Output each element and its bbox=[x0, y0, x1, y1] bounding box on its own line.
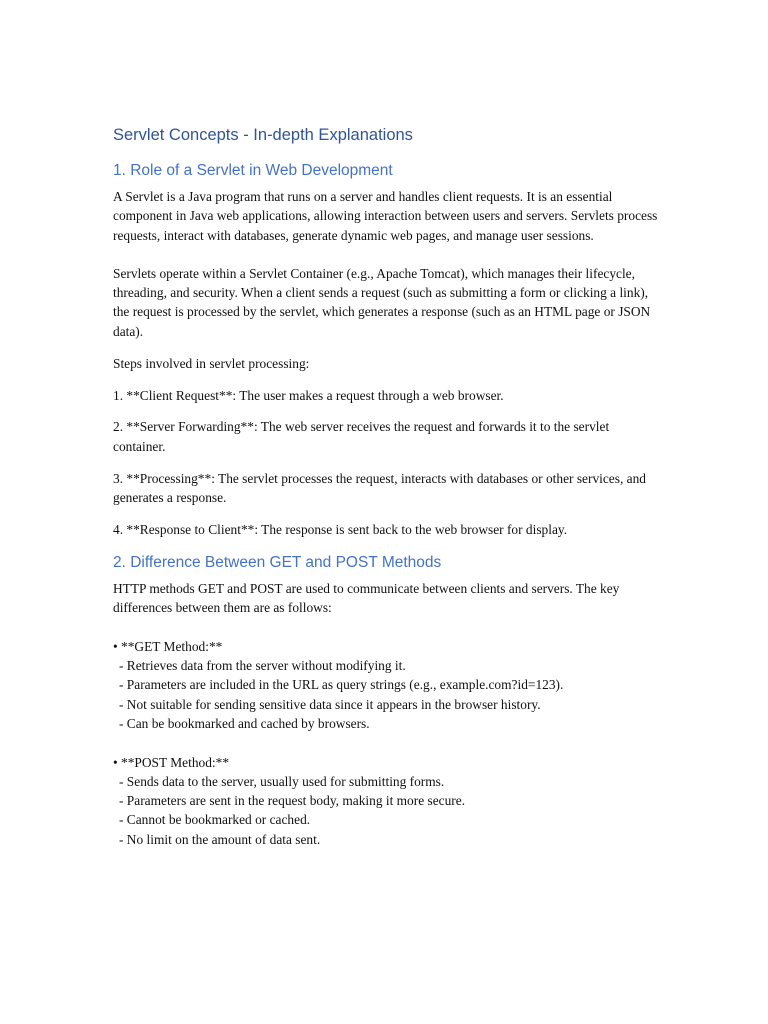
step-client-request: 1. **Client Request**: The user makes a request through a web browser. bbox=[113, 387, 504, 403]
bullet-label-post: • **POST Method:** bbox=[113, 754, 230, 770]
bullet-label-get: • **GET Method:** bbox=[113, 638, 223, 654]
list-item: - Parameters are included in the URL as query strings (e.g., example.com?id=123). bbox=[119, 677, 564, 693]
list-item: - Cannot be bookmarked or cached. bbox=[119, 812, 311, 828]
paragraph-servlet-container: Servlets operate within a Servlet Container (e.g., Apache Tomcat), which manages their lifecycle, threading, and security. When a client sends a request (such as submitting a form or clicking a link), the request is processed by the servlet, which generates a response (such as an HTML page or JSON data). bbox=[113, 265, 651, 339]
list-item: - Not suitable for sending sensitive data since it appears in the browser history. bbox=[119, 696, 541, 712]
step-response-to-client: 4. **Response to Client**: The response is sent back to the web browser for display. bbox=[113, 521, 568, 537]
list-item: - Parameters are sent in the request body, making it more secure. bbox=[119, 793, 466, 809]
step-processing: 3. **Processing**: The servlet processes the request, interacts with databases or other services, and generates a response. bbox=[113, 470, 646, 505]
bullet-post-method bbox=[113, 753, 658, 849]
list-item: - Sends data to the server, usually used for submitting forms. bbox=[119, 773, 445, 789]
list-item: - No limit on the amount of data sent. bbox=[119, 831, 321, 847]
step-server-forwarding: 2. **Server Forwarding**: The web server receives the request and forwards it to the servlet container. bbox=[113, 419, 610, 454]
bullet-get-method bbox=[113, 637, 658, 733]
paragraph-steps-intro: Steps involved in servlet processing: bbox=[113, 355, 310, 371]
section-heading-get-post: 2. Difference Between GET and POST Methods bbox=[113, 554, 442, 572]
section-heading-servlet-role: 1. Role of a Servlet in Web Development bbox=[113, 162, 393, 179]
paragraph-servlet-definition: A Servlet is a Java program that runs on a server and handles client requests. It is an essential component in Java web applications, allowing interaction between users and servers. Servlets process requests, interact with databases, generate dynamic web pages, and manage user sessions. bbox=[113, 189, 658, 243]
paragraph-http-methods-intro: HTTP methods GET and POST are used to communicate between clients and servers. The key differences between them are as follows: bbox=[113, 581, 620, 616]
list-item: - Can be bookmarked and cached by browsers. bbox=[119, 715, 370, 731]
document-title: Servlet Concepts - In-depth Explanations bbox=[113, 126, 413, 144]
list-item: - Retrieves data from the server without modifying it. bbox=[119, 658, 406, 674]
